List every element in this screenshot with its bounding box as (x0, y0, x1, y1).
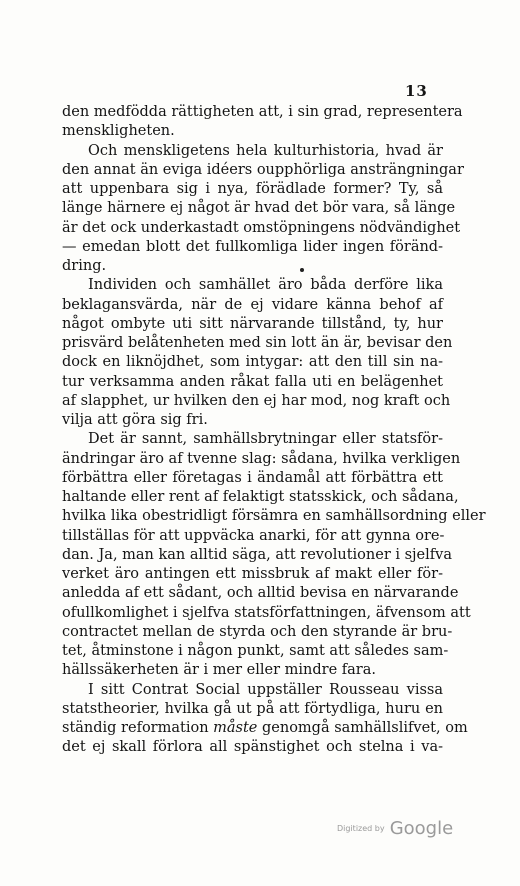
text-span: ständig reformation (62, 720, 209, 736)
text-line: prisvärd belåtenheten med sin lott än är, bevisar den (62, 335, 453, 351)
text-line: contractet mellan de styrda och den styrande är bru- (62, 623, 453, 640)
text-line: förbättra eller företagas i ändamål att förbättra ett (62, 469, 443, 486)
text-line: Individen och samhället äro båda derföre lika (88, 277, 443, 294)
text-line: — emedan blott det fullkomliga lider ingen föränd- (62, 238, 443, 255)
ink-dot (300, 268, 304, 272)
text-line: dan. Ja, man kan alltid säga, att revolutioner i sjelfva (62, 546, 452, 563)
text-line: dock en liknöjdhet, som intygar: att den till sin na- (62, 354, 443, 371)
text-line: tet, åtminstone i någon punkt, samt att således sam- (62, 643, 449, 659)
text-line: statstheorier, hvilka gå ut på att förtydliga, huru en (62, 700, 443, 717)
text-line: verket äro antingen ett missbruk af makt eller för- (62, 566, 443, 582)
google-logo: Google (389, 818, 454, 839)
digitized-by-label: Digitized by (337, 824, 385, 833)
text-line: hällssäkerheten är i mer eller mindre fara. (62, 662, 376, 679)
digitized-by-footer (337, 818, 453, 839)
text-line: den annat än eviga idéers oupphörliga ansträngningar (62, 161, 464, 178)
text-line: det ej skall förlora all spänstighet och stelna i va- (62, 739, 443, 756)
text-line: I sitt Contrat Social uppställer Rousseau vissa (88, 681, 443, 698)
text-line: vilja att göra sig fri. (62, 412, 208, 428)
text-line: beklagansvärda, när de ej vidare känna behof af (62, 296, 443, 313)
text-line: dring. (62, 258, 107, 274)
text-line: länge härnere ej något är hvad det bör vara, så länge (62, 200, 456, 217)
page-number: 13 (405, 82, 428, 100)
text-line: anledda af ett sådant, och alltid bevisa en närvarande (62, 585, 459, 602)
text-line: Och menskligetens hela kulturhistoria, hvad är (88, 142, 443, 159)
text-line: hvilka lika obestridligt försämra en samhällsordning eller (62, 508, 486, 525)
body-text (62, 103, 486, 758)
text-line: menskligheten. (62, 123, 175, 140)
text-line: ändringar äro af tvenne slag: sådana, hvilka verkligen (62, 450, 461, 467)
emphasis-word: måste (213, 720, 258, 736)
text-line: är det ock underkastadt omstöpningens nödvändighet (62, 219, 461, 236)
text-line: ofullkomlighet i sjelfva statsförfattningen, äfvensom att (62, 604, 471, 621)
text-line: tillställas för att uppväcka anarki, för att gynna ore- (62, 527, 445, 544)
text-line: haltande eller rent af felaktigt statsskick, och sådana, (62, 489, 459, 505)
text-line-mixed (62, 719, 468, 738)
text-line: af slapphet, ur hvilken den ej har mod, nog kraft och (62, 392, 451, 409)
text-line: tur verksamma anden råkat falla uti en belägenhet (62, 373, 443, 390)
text-line: Det är sannt, samhällsbrytningar eller statsför- (88, 431, 443, 448)
text-line: att uppenbara sig i nya, förädlade former? Ty, så (62, 181, 443, 197)
text-span: genomgå samhällslifvet, om (262, 720, 468, 736)
text-line: den medfödda rättigheten att, i sin grad, representera (62, 104, 463, 120)
text-line: något ombyte uti sitt närvarande tillstånd, ty, hur (62, 315, 443, 332)
